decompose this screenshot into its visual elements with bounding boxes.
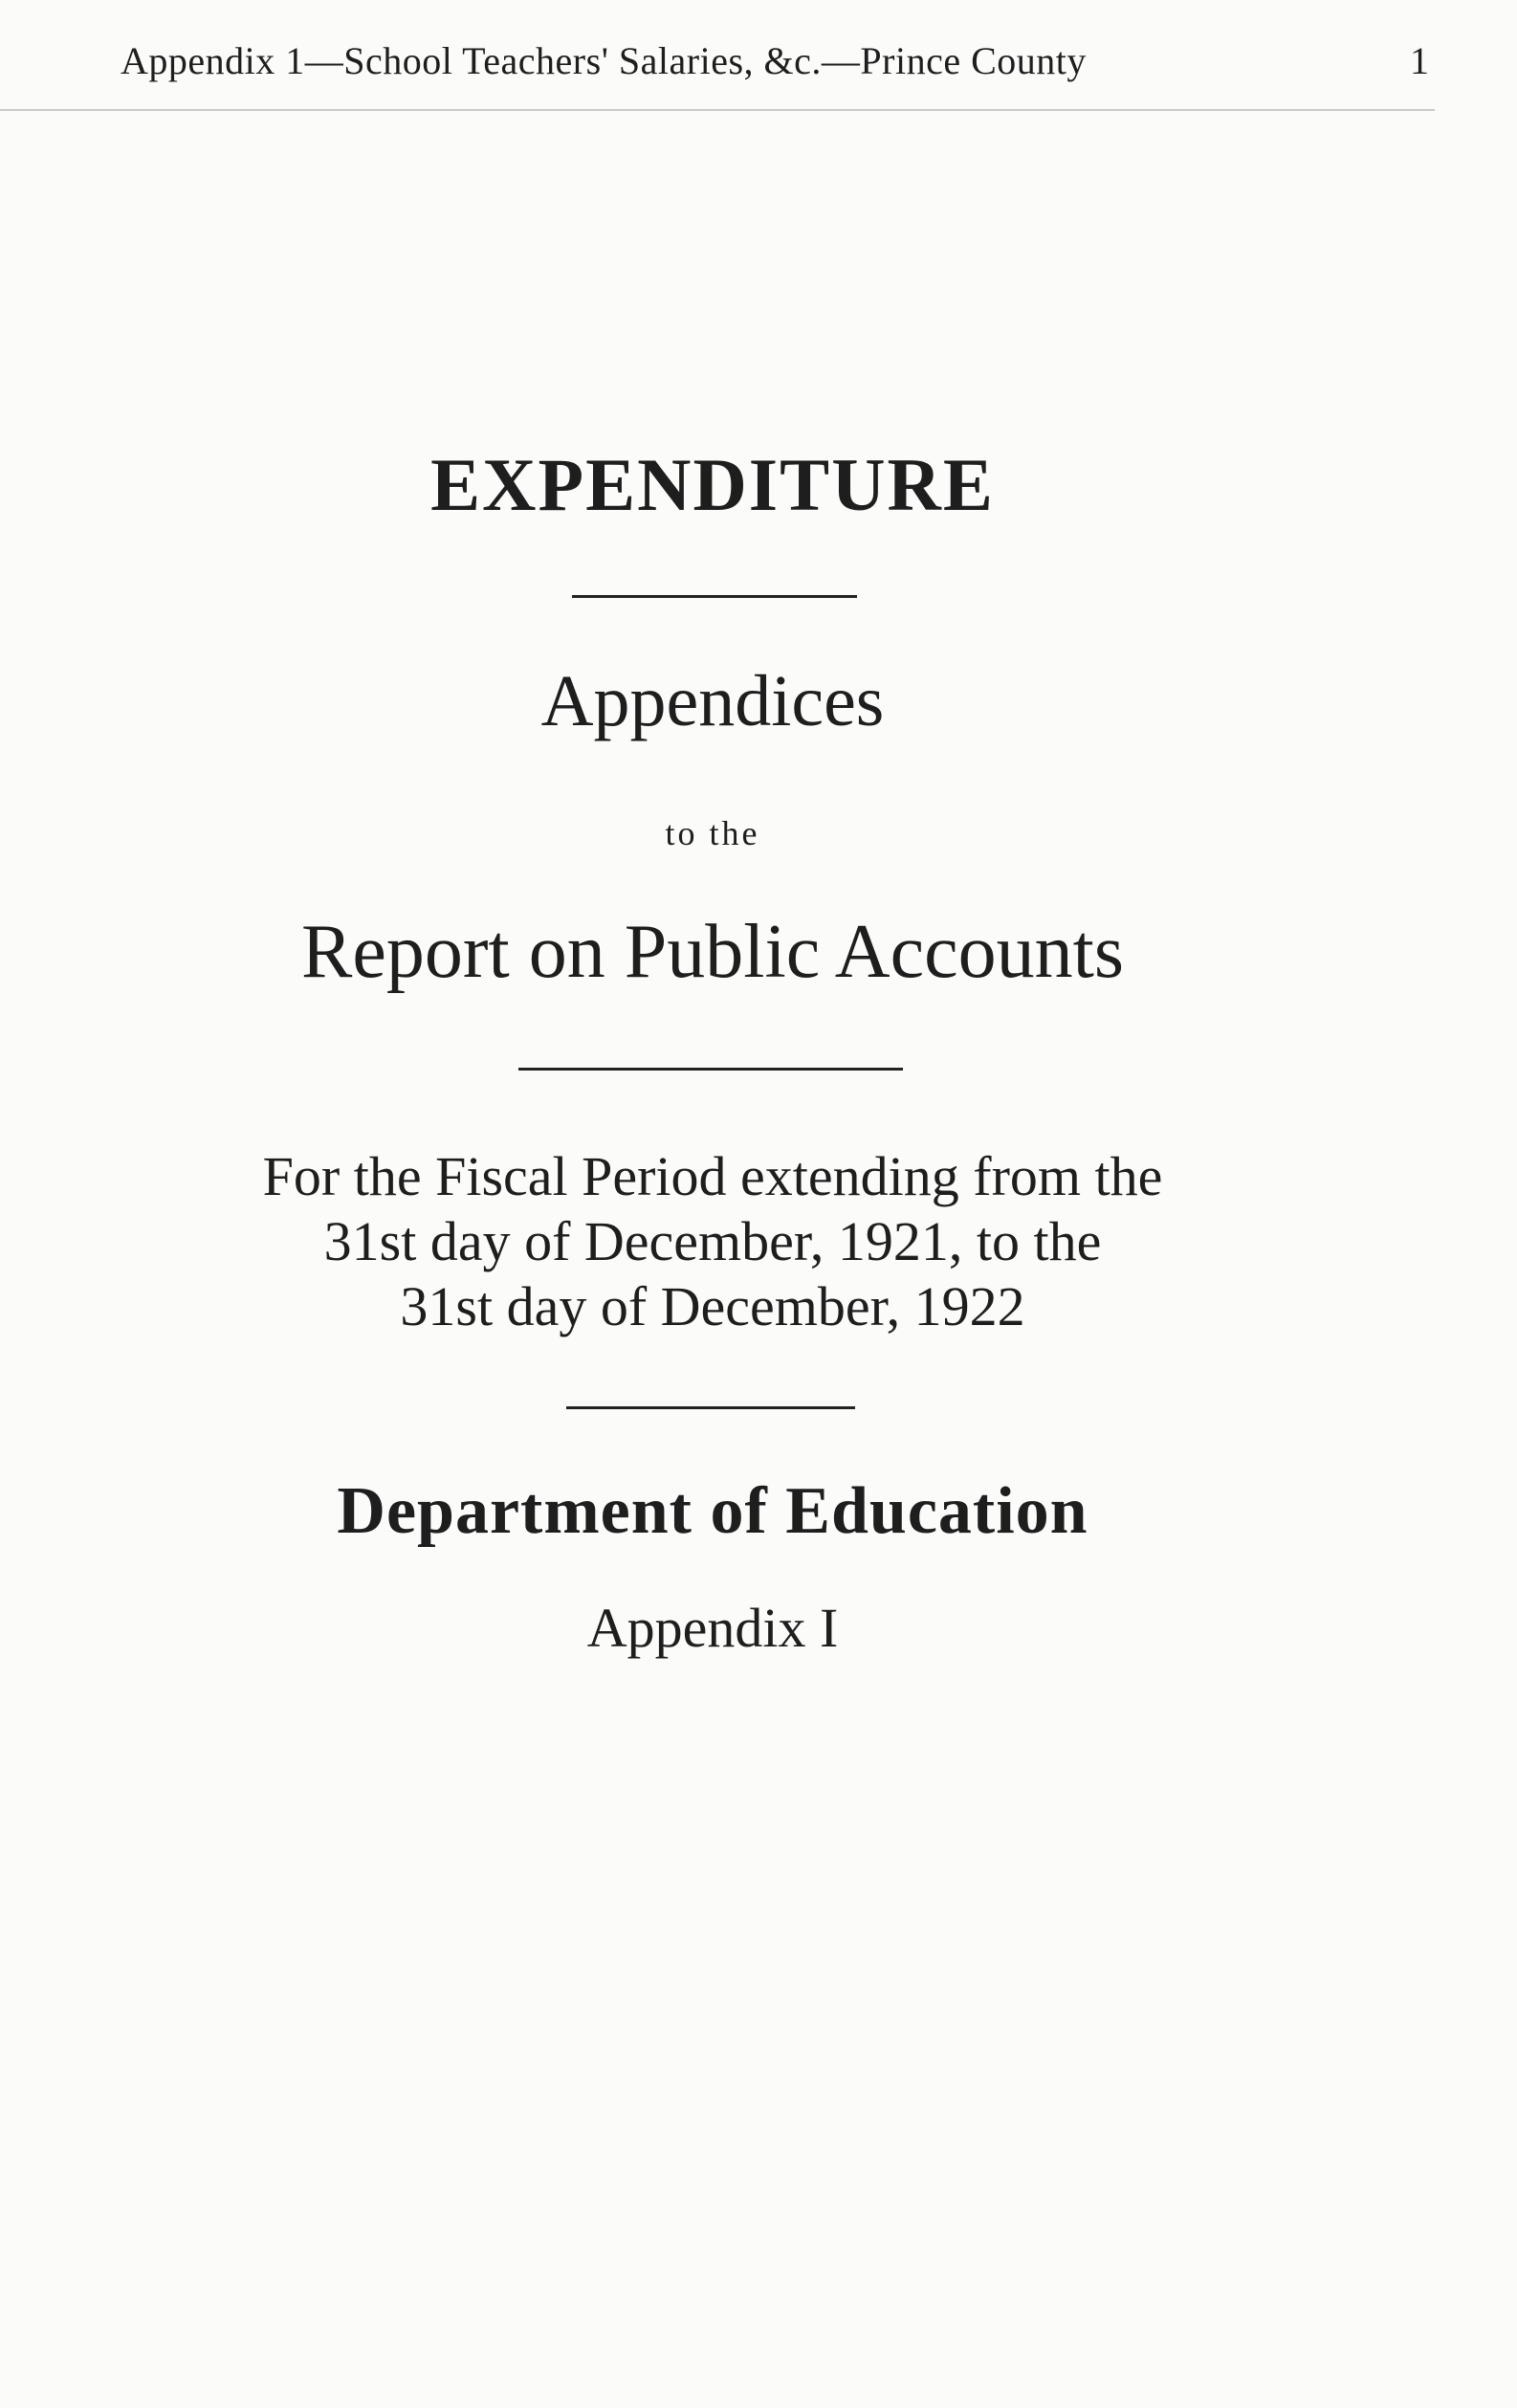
running-title: Appendix 1—School Teachers' Salaries, &c.—Prince County	[121, 39, 1087, 82]
fiscal-period-line: For the Fiscal Period extending from the	[262, 1145, 1163, 1207]
fiscal-period-line: 31st day of December, 1921, to the	[323, 1210, 1102, 1272]
running-header	[0, 0, 1517, 115]
report-title: Report on Public Accounts	[301, 910, 1124, 994]
main-title: EXPENDITURE	[430, 443, 995, 526]
fiscal-period-line: 31st day of December, 1922	[400, 1275, 1025, 1337]
appendices-heading: Appendices	[540, 661, 885, 741]
connector-text: to the	[665, 814, 760, 852]
header-rule	[0, 109, 1435, 111]
fiscal-period	[0, 1144, 1425, 1339]
appendix-label: Appendix I	[586, 1597, 839, 1659]
divider-rule	[572, 595, 857, 598]
divider-rule	[566, 1406, 855, 1409]
page-number: 1	[1410, 39, 1429, 82]
department-title: Department of Education	[337, 1474, 1088, 1548]
divider-rule	[518, 1068, 903, 1071]
